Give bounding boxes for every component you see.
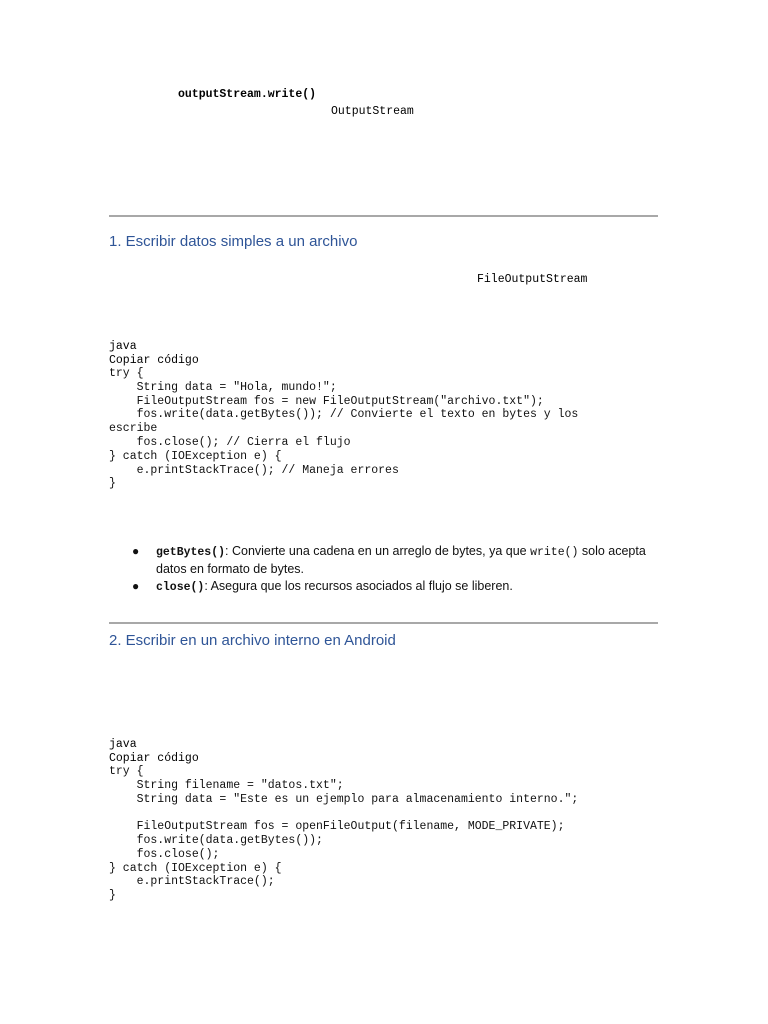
copy-code-button[interactable]: Copiar código: [109, 751, 199, 765]
section-2-heading: 2. Escribir en un archivo interno en Android: [109, 632, 396, 649]
code-lang-label: java: [109, 738, 137, 751]
bullet-dot-icon: ●: [132, 579, 140, 593]
code-lang-label: java: [109, 340, 137, 353]
bullet-inline-code: write(): [530, 546, 579, 559]
bullet-text-after: solo acepta datos en formato de bytes.: [156, 544, 646, 576]
section-1-heading: 1. Escribir datos simples a un archivo: [109, 233, 358, 250]
code-block-2: try { String filename = "datos.txt"; String data = "Este es un ejemplo para almacenamiento interno."; FileOutputStream fos = openFileOutput(filename, MODE_PRIVATE); fos.write(data.getBytes()); fos.close(); } catch (IOException e) { e.printStackTrace(); }: [109, 765, 579, 903]
write-call-fragment: outputStream.write(): [178, 88, 317, 101]
section-divider-2: [109, 622, 658, 624]
bullet-term: getBytes(): [156, 546, 226, 559]
code-block-1: try { String data = "Hola, mundo!"; FileOutputStream fos = new FileOutputStream("archivo.txt"); fos.write(data.getBytes()); // Convierte el texto en bytes y los escribe fos.close(); // Cierra el flujo } catch (IOException e) { e.printStackTrace(); // Maneja errores }: [109, 367, 579, 491]
copy-code-button[interactable]: Copiar código: [109, 353, 199, 367]
code-block-2-header: [109, 738, 199, 766]
bullet-text: : Asegura que los recursos asociados al flujo se liberen.: [204, 579, 513, 593]
bullet-dot-icon: ●: [132, 544, 140, 558]
bullet-text: : Convierte una cadena en un arreglo de bytes, ya que: [225, 544, 531, 558]
bullet-term: close(): [156, 581, 205, 594]
output-stream-fragment: OutputStream: [331, 105, 414, 118]
list-item: [109, 543, 649, 578]
bullet-list: [109, 543, 649, 596]
section-divider-1: [109, 215, 658, 217]
file-output-stream-fragment: FileOutputStream: [477, 273, 588, 286]
list-item: [109, 578, 649, 596]
code-block-1-header: [109, 340, 199, 368]
